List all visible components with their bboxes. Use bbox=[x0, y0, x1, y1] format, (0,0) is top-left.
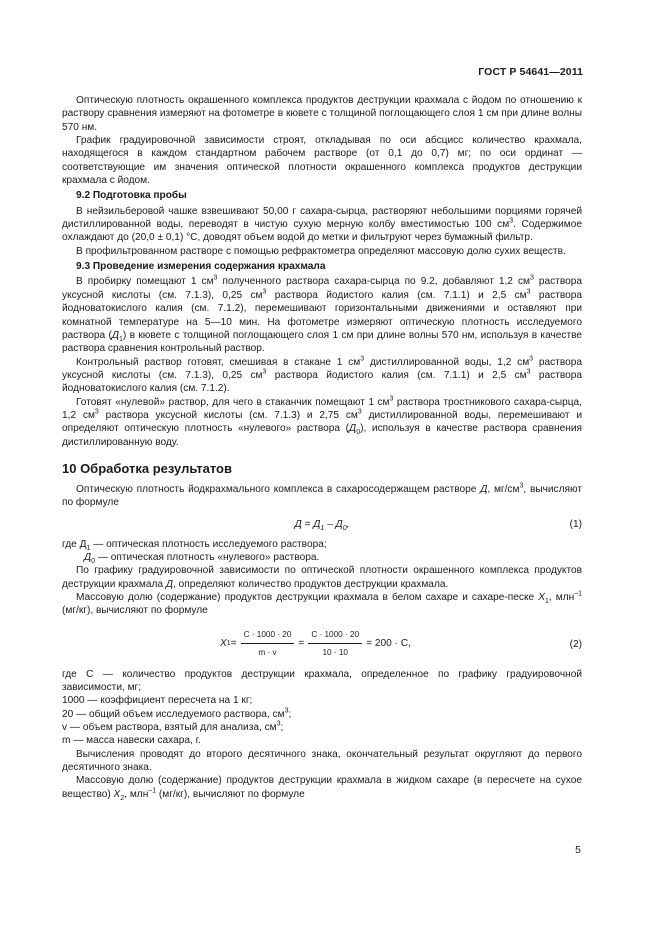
fraction: $\frac{C \cdot 1000 \cdot 20}{m \cdot v}$ bbox=[241, 628, 295, 660]
paragraph: Массовую долю (содержание) продуктов деструкции крахмала в белом сахаре и сахаре-песке $X_1$, млн$^{-1}$ (мг/кг), вычисляют по формуле bbox=[62, 590, 582, 617]
paragraph: Массовую долю (содержание) продуктов деструкции крахмала в жидком сахаре (в пересчете на сухое вещество) $X_2$, млн$^{-1}$ (мг/кг), вычисляют по формуле bbox=[62, 775, 582, 802]
paragraph: Готовят «нулевой» раствор, для чего в стаканчик помещают 1 $см^3$ раствора тростникового сахара-сырца, 1,2 $см^3$ раствора уксусной кислоты (см. 7.1.3) и 2,75 $см^3$ дистиллированной воды, перемешивают и определяют оптическую плотность «нулевого» раствора $(Д_0)$, используя в качестве раствора сравнения дистиллированную воду. bbox=[62, 395, 582, 448]
formula-2: X 1 = $\frac{C \cdot 1000 \cdot 20}{m \cdot v}$ = $\frac{C \cdot 1000 \cdot 20}{10 \cdot 10}$ = 200 · C, (2) bbox=[62, 622, 582, 666]
paragraph: Контрольный раствор готовят, смешивая в стакане 1 $см^3$ дистиллированной воды, 1,2 $см^3$ раствора уксусной кислоты (см. 7.1.3), 0,25 $см^3$ раствора йодистого калия (см. 7.1.1) и 2,5 $см^3$ раствора йодноватокислого калия (см. 7.1.2). bbox=[62, 355, 582, 395]
paragraph: В профильтрованном растворе с помощью рефрактометра определяют массовую долю сухих веществ. bbox=[76, 245, 566, 257]
paragraph: В нейзильберовой чашке взвешивают 50,00 г сахара-сырца, растворяют небольшими порциями горячей дистиллированной воды, переводят в чистую сухую мерную колбу вместимостью 100 $см^3$. Содержимое охлаждают до (20,0 ± 0,1) °С, доводят объем водой до метки и фильтруют через бумажный фильтр. bbox=[62, 205, 583, 244]
formula-number: (2) bbox=[569, 638, 582, 650]
definition: $Д_0$ — оптическая плотность «нулевого» раствора. bbox=[84, 551, 320, 565]
variable-definitions bbox=[62, 668, 582, 748]
paragraph: В пробирку помещают 1 $см^3$ полученного раствора сахара-сырца по 9.2, добавляют 1,2 $см^3$ раствора уксусной кислоты (см. 7.1.3), 0,25 $см^3$ раствора йодистого калия (см. 7.1.1) и 2,5 $см^3$ раствора йодноватокислого калия (см. 7.1.2), перемешивают горизонтальными движениями и оставляют при комнатной температуре на 5—10 мин. На фотометре измеряют оптическую плотность исследуемого раствора $(Д_1)$ в кювете с толщиной поглощающего слоя 1 см при длине волны 570 нм, используя в качестве раствора сравнения контрольный раствор. bbox=[62, 275, 583, 355]
chapter-heading: 10 Обработка результатов bbox=[62, 460, 232, 476]
paragraph: Вычисления проводят до второго десятичного знака, окончательный результат округляют до первого десятичного знака. bbox=[62, 748, 582, 774]
paragraph: Оптическую плотность йодкрахмального комплекса в сахаросодержащем растворе Д, $мг/см^3$, вычисляют по формуле bbox=[62, 482, 582, 509]
definition: 1000 — коэффициент пересчета на 1 кг; bbox=[62, 695, 253, 707]
definition: v — объем раствора, взятый для анализа, $см^3$; bbox=[62, 720, 284, 734]
definition: где $Д_1$ — оптическая плотность исследуемого раствора; bbox=[62, 538, 327, 552]
section-heading: 9.2 Подготовка пробы bbox=[76, 190, 187, 202]
definition: где C — количество продуктов деструкции крахмала, определенное по графику градуировочной зависимости, мг; bbox=[62, 668, 582, 694]
page-header: ГОСТ Р 54641—2011 bbox=[478, 66, 583, 78]
paragraph: Оптическую плотность окрашенного комплекса продуктов деструкции крахмала с йодом по отношению к раствору сравнения измеряют на фотометре в кювете с толщиной поглощающего слоя 1 см при длине волны 570 нм. bbox=[62, 95, 582, 133]
fraction: $\frac{C \cdot 1000 \cdot 20}{10 \cdot 10}$ bbox=[308, 628, 362, 660]
formula-number: (1) bbox=[569, 518, 582, 530]
definition: 20 — общий объем исследуемого раствора, $см^3$; bbox=[62, 707, 292, 720]
paragraph: График градуировочной зависимости строят, откладывая по оси абсцисс количество крахмала, находящегося в каждом стандартном рабочем растворе (от 0,1 до 0,7) мг; по оси ординат — соответствующие им значения оптической плотности окрашенного комплекса продуктов деструкции крахмала с йодом. bbox=[62, 135, 582, 187]
page-number: 5 bbox=[575, 844, 581, 856]
document-body bbox=[62, 94, 582, 801]
definition: m — масса навески сахара, г. bbox=[62, 735, 201, 747]
formula-1: $Д = Д_1 - Д_0$, (1) bbox=[294, 518, 582, 532]
paragraph: По графику градуировочной зависимости по оптической плотности окрашенного комплекса продуктов деструкции крахмала Д, определяют количество продуктов деструкции крахмала. bbox=[62, 565, 582, 590]
section-heading: 9.3 Проведение измерения содержания крахмала bbox=[76, 261, 326, 273]
